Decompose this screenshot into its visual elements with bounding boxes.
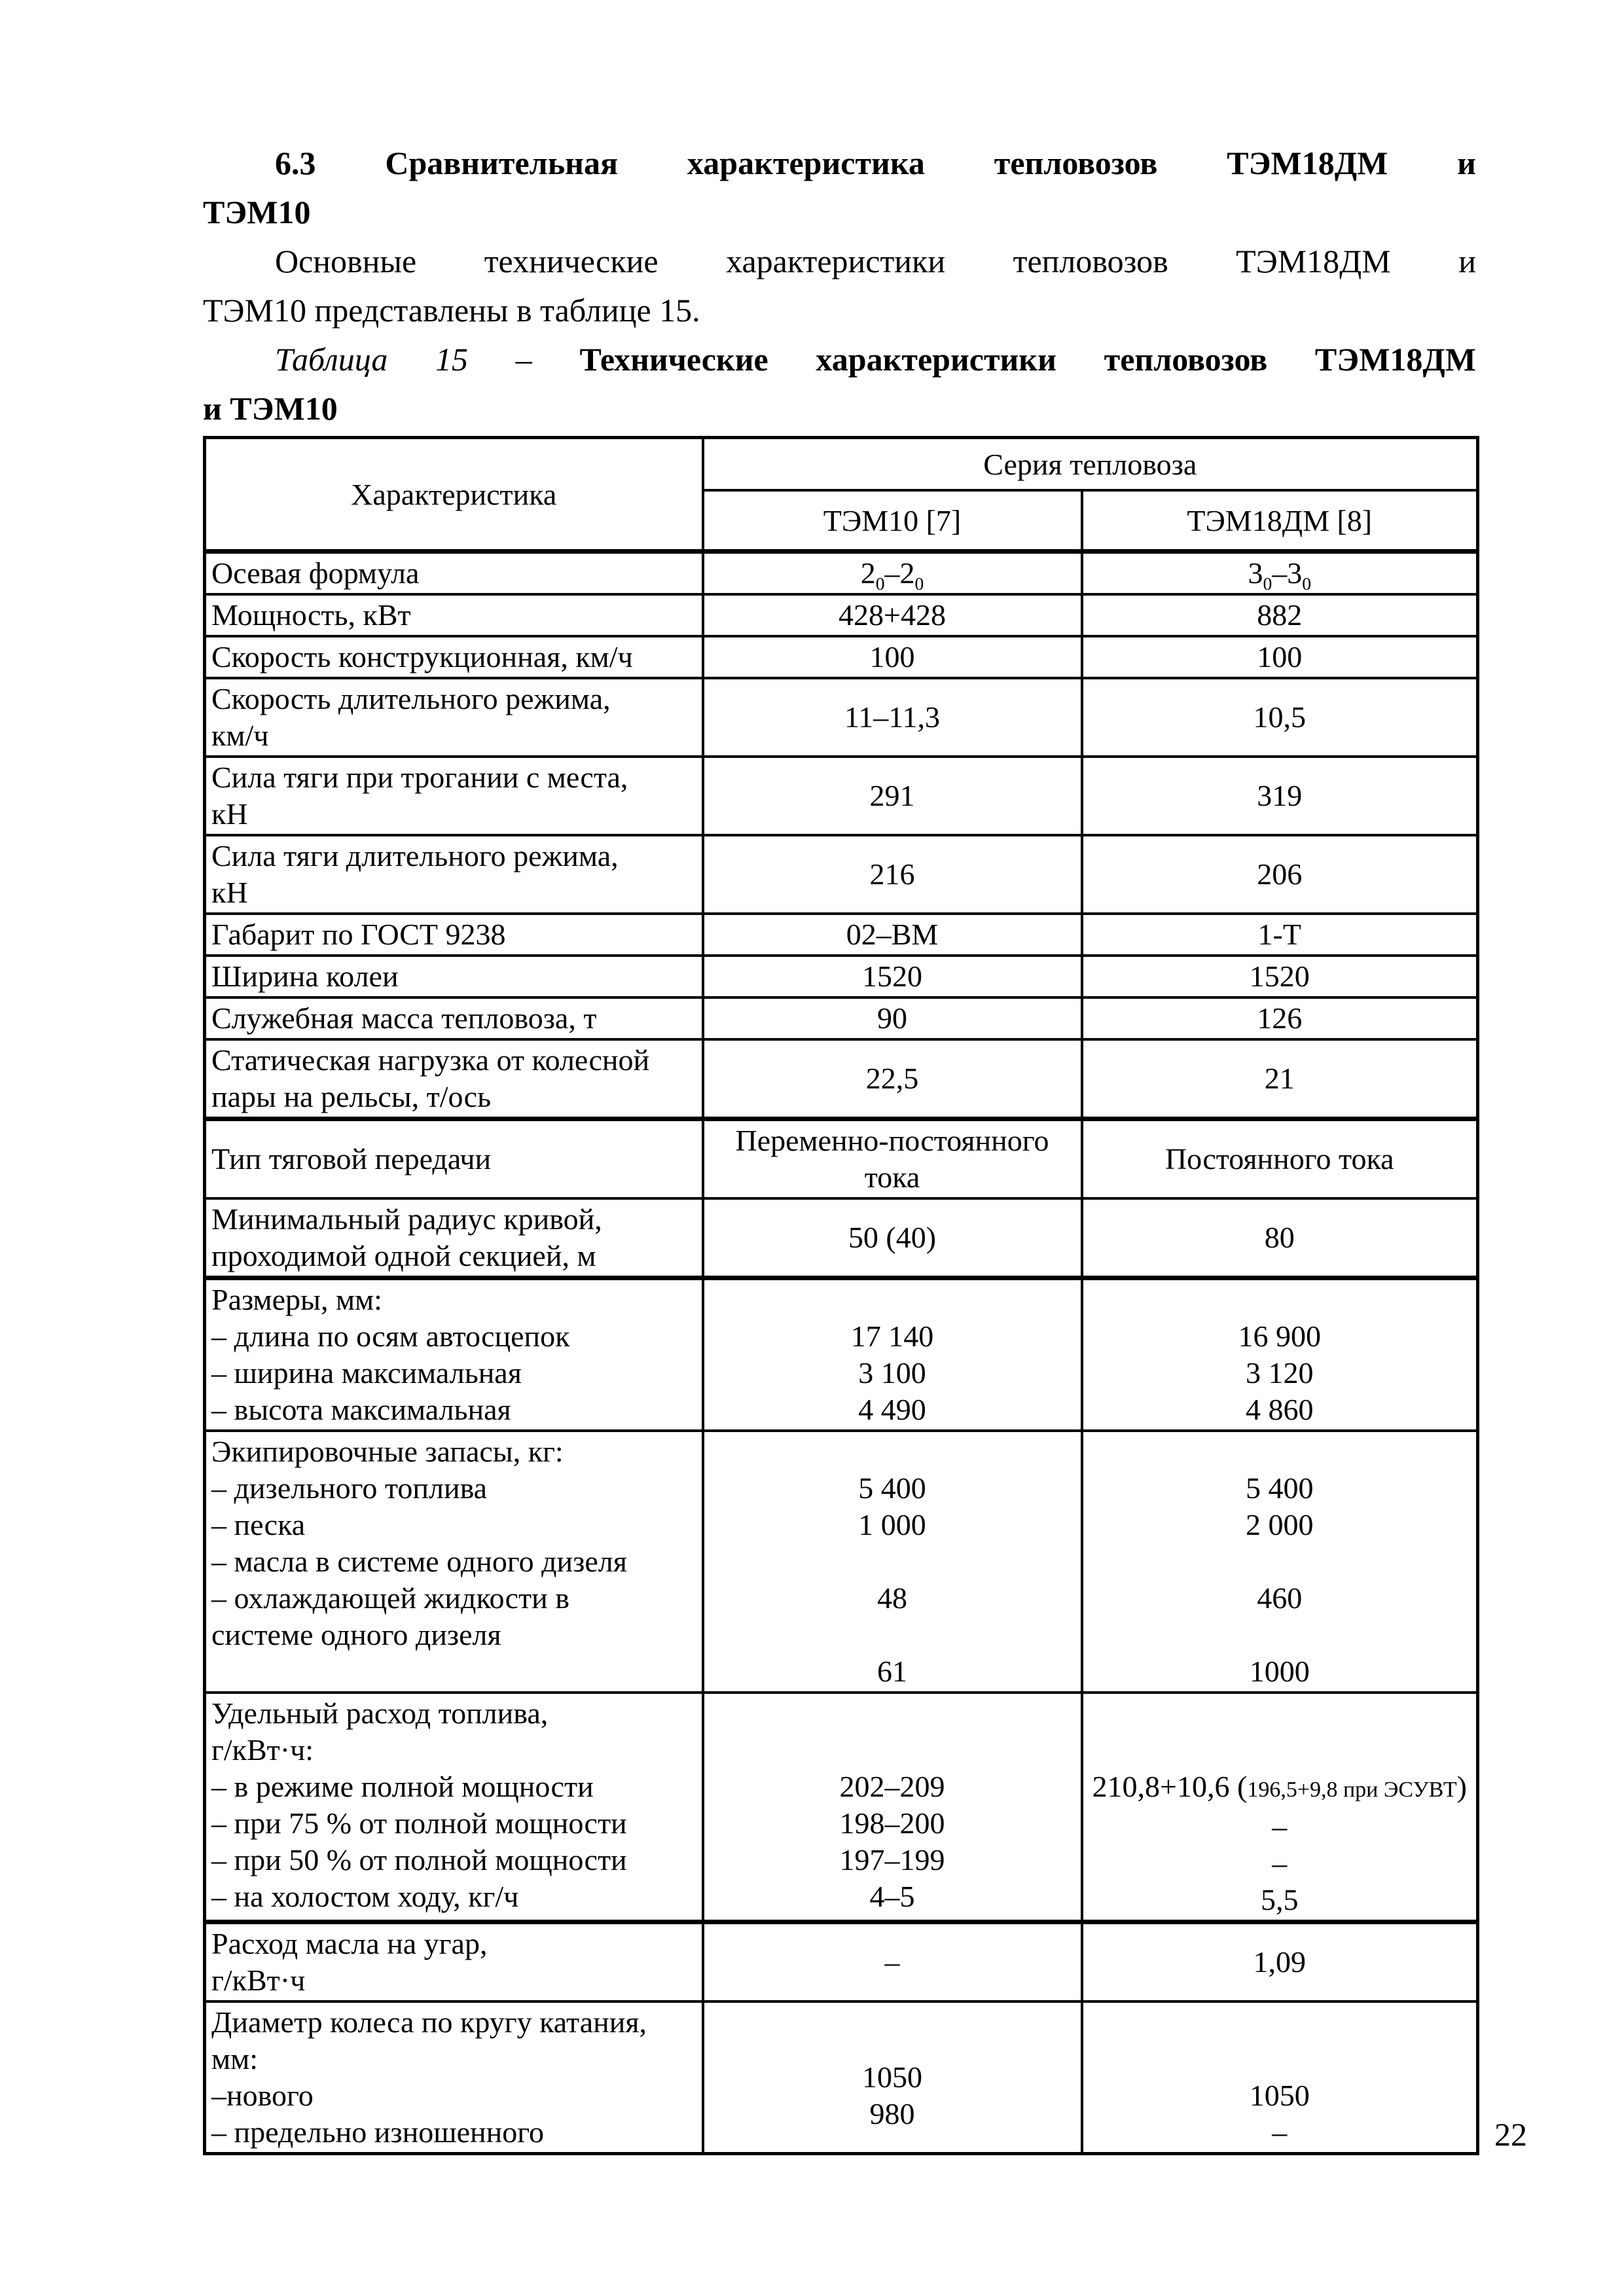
cell-lines	[1089, 639, 1471, 675]
cell-line: –нового	[211, 2079, 314, 2112]
cell-lines	[211, 759, 696, 833]
cell-line: 4–5	[869, 1880, 915, 1913]
cell-line: 198–200	[839, 1806, 945, 1840]
cell-line: 3 100	[858, 1356, 926, 1390]
row-value-tem18dm	[1082, 997, 1478, 1039]
row-value-tem10	[703, 1119, 1082, 1199]
cell-line: 1050	[862, 2060, 922, 2094]
row-label	[205, 594, 703, 636]
cell-lines	[710, 1000, 1075, 1037]
cell-line	[1089, 1433, 1471, 1470]
row-value-tem10	[703, 552, 1082, 595]
cell-line: 17 140	[850, 1319, 934, 1353]
cell-lines	[1089, 1944, 1471, 1981]
row-value-tem10	[703, 594, 1082, 636]
cell-line: системе одного дизеля	[211, 1618, 501, 1651]
table-body	[205, 552, 1478, 2154]
cell-lines	[710, 856, 1075, 893]
cell-line: 126	[1257, 1001, 1303, 1035]
cell-line: Постоянного тока	[1164, 1142, 1394, 1175]
cell-lines	[211, 1926, 696, 1999]
cell-line: Минимальный радиус кривой,	[211, 1202, 602, 1236]
cell-line: Статическая нагрузка от колесной	[211, 1043, 650, 1077]
cell-line: Размеры, мм:	[211, 1283, 382, 1316]
cell-line: 22,5	[865, 1062, 919, 1095]
cell-line: Осевая формула	[211, 556, 420, 590]
cell-line	[710, 1433, 1075, 1470]
cell-line	[710, 1543, 1075, 1580]
cell-line: км/ч	[211, 719, 269, 752]
cell-lines	[1089, 916, 1471, 953]
cell-lines	[211, 1141, 696, 1177]
row-label	[205, 1278, 703, 1431]
cell-line: г/кВт·ч	[211, 1964, 306, 1997]
cell-line: 1050	[1249, 2079, 1310, 2112]
row-value-tem18dm	[1082, 757, 1478, 835]
row-value-tem10	[703, 678, 1082, 757]
row-label	[205, 678, 703, 757]
cell-line: – предельно изношенного	[211, 2115, 544, 2149]
cell-line: – на холостом ходу, кг/ч	[211, 1880, 519, 1913]
cell-line: Переменно-постоянного	[735, 1124, 1049, 1157]
cell-lines	[211, 838, 696, 911]
cell-lines	[710, 1122, 1075, 1196]
row-value-tem10	[703, 636, 1082, 678]
table-row	[205, 956, 1478, 997]
table-row	[205, 1039, 1478, 1119]
cell-line: 50 (40)	[848, 1221, 937, 1254]
cell-line: 5,5	[1261, 1883, 1299, 1916]
row-value-tem18dm	[1082, 1922, 1478, 2002]
table-caption-title: Технические характеристики тепловозов ТЭМ18ДМ	[579, 341, 1476, 378]
row-value-tem10	[703, 1278, 1082, 1431]
row-label	[205, 1198, 703, 1278]
row-label	[205, 1039, 703, 1119]
cell-lines	[1089, 1219, 1471, 1256]
row-value-tem10	[703, 1198, 1082, 1278]
row-value-tem10	[703, 997, 1082, 1039]
cell-lines	[1089, 2004, 1471, 2151]
cell-lines	[1089, 1141, 1471, 1177]
row-value-tem18dm	[1082, 1278, 1478, 1431]
cell-line: 4 860	[1246, 1393, 1314, 1426]
cell-lines	[211, 916, 696, 953]
header-characteristic: Характеристика	[205, 438, 703, 552]
row-label	[205, 1693, 703, 1922]
cell-line	[710, 1732, 1075, 1768]
cell-line: – в режиме полной мощности	[211, 1770, 594, 1803]
row-label	[205, 2001, 703, 2154]
cell-lines	[1089, 699, 1471, 736]
cell-line	[710, 2132, 1075, 2169]
intro-paragraph-line-2: ТЭМ10 представлены в таблице 15.	[203, 292, 700, 329]
cell-lines	[710, 1282, 1075, 1428]
cell-line: Скорость длительного режима,	[211, 682, 611, 715]
table-row	[205, 1693, 1478, 1922]
cell-line: – длина по осям автосцепок	[211, 1319, 570, 1353]
cell-line: 197–199	[839, 1843, 945, 1876]
row-label	[205, 914, 703, 956]
cell-line: – при 50 % от полной мощности	[211, 1843, 627, 1876]
cell-line: 100	[1257, 640, 1303, 673]
table-caption-number: Таблица 15	[275, 341, 469, 378]
cell-lines	[211, 1433, 696, 1690]
content-area	[203, 139, 1476, 2155]
table-caption-line-1	[203, 335, 1476, 384]
cell-lines	[1089, 958, 1471, 995]
cell-lines	[211, 1282, 696, 1428]
cell-line: пары на рельсы, т/ось	[211, 1080, 492, 1113]
cell-line: 1,09	[1253, 1945, 1306, 1979]
table-row	[205, 1119, 1478, 1199]
cell-line: 216	[869, 857, 915, 891]
cell-line	[1089, 1732, 1471, 1768]
cell-line	[1089, 1617, 1471, 1653]
cell-line: 1 000	[858, 1508, 926, 1541]
table-row	[205, 914, 1478, 956]
table-caption-line-2: и ТЭМ10	[203, 390, 338, 427]
row-value-tem10	[703, 1431, 1082, 1693]
row-value-tem18dm	[1082, 552, 1478, 595]
cell-lines	[211, 597, 696, 634]
cell-line: 61	[877, 1655, 907, 1688]
cell-line: 5 400	[1246, 1471, 1314, 1505]
spec-table	[203, 436, 1479, 2155]
row-value-tem18dm	[1082, 1119, 1478, 1199]
cell-line: Расход масла на угар,	[211, 1927, 488, 1960]
cell-lines	[1089, 1000, 1471, 1037]
cell-line: – охлаждающей жидкости в	[211, 1581, 569, 1615]
row-value-tem10	[703, 1922, 1082, 2002]
cell-line: 1520	[862, 960, 922, 993]
cell-line: кН	[211, 797, 248, 831]
cell-line: 02–ВМ	[846, 918, 939, 951]
section-heading-line-2: ТЭМ10	[203, 194, 311, 230]
table-row	[205, 997, 1478, 1039]
cell-lines	[710, 778, 1075, 814]
cell-line: 100	[869, 640, 915, 673]
cell-lines	[1089, 778, 1471, 814]
cell-line: –	[884, 1945, 900, 1979]
cell-line	[1089, 1543, 1471, 1580]
cell-lines	[710, 1219, 1075, 1256]
cell-lines	[211, 1042, 696, 1115]
cell-line	[1089, 2004, 1471, 2041]
cell-lines	[710, 1944, 1075, 1981]
cell-lines	[1089, 1282, 1471, 1428]
cell-line: 10,5	[1253, 700, 1306, 734]
cell-line: Габарит по ГОСТ 9238	[211, 918, 506, 951]
row-value-tem10	[703, 757, 1082, 835]
cell-line	[1089, 1282, 1471, 1318]
cell-line: 11–11,3	[844, 700, 941, 734]
row-label	[205, 1922, 703, 2002]
table-row	[205, 594, 1478, 636]
cell-lines	[710, 639, 1075, 675]
cell-lines	[211, 958, 696, 995]
row-value-tem18dm	[1082, 1431, 1478, 1693]
row-value-tem10	[703, 2001, 1082, 2154]
cell-line: 2 000	[1246, 1508, 1314, 1541]
cell-line	[1089, 1695, 1471, 1732]
row-value-tem18dm	[1082, 2001, 1478, 2154]
cell-lines	[710, 1433, 1075, 1690]
row-value-tem18dm	[1082, 636, 1478, 678]
table-caption-dash: –	[468, 341, 580, 378]
cell-lines	[1089, 555, 1471, 592]
cell-line: проходимой одной секцией, м	[211, 1239, 596, 1272]
cell-line: – дизельного топлива	[211, 1471, 488, 1505]
row-label	[205, 1119, 703, 1199]
cell-line: 319	[1257, 779, 1303, 812]
table-row	[205, 1922, 1478, 2002]
table-row	[205, 1278, 1478, 1431]
cell-line: 460	[1257, 1581, 1303, 1615]
cell-lines	[710, 597, 1075, 634]
table-row	[205, 1431, 1478, 1693]
cell-lines	[710, 1695, 1075, 1915]
cell-lines	[710, 2022, 1075, 2169]
row-value-tem18dm	[1082, 1039, 1478, 1119]
cell-line: Скорость конструкционная, км/ч	[211, 640, 633, 673]
cell-line: –	[1272, 1846, 1288, 1880]
row-value-tem18dm	[1082, 678, 1478, 757]
row-label	[205, 636, 703, 678]
header-tem18dm: ТЭМ18ДМ [8]	[1082, 490, 1478, 552]
cell-line: $3_0-3_0$	[1248, 556, 1312, 594]
page-number: 22	[1494, 2116, 1527, 2153]
cell-line: Служебная масса тепловоза, т	[211, 1001, 597, 1035]
cell-lines	[1089, 597, 1471, 634]
cell-line: 291	[869, 779, 915, 812]
row-label	[205, 552, 703, 595]
cell-line: 3 120	[1246, 1356, 1314, 1390]
table-row	[205, 2001, 1478, 2154]
cell-lines	[211, 1201, 696, 1274]
row-value-tem18dm	[1082, 1693, 1478, 1922]
cell-line: Экипировочные запасы, кг:	[211, 1435, 564, 1468]
cell-line: кН	[211, 876, 248, 909]
cell-line: 48	[877, 1581, 907, 1615]
header-series-group: Серия тепловоза	[703, 438, 1478, 491]
header-tem10: ТЭМ10 [7]	[703, 490, 1082, 552]
cell-line: г/кВт·ч:	[211, 1733, 314, 1767]
cell-lines	[1089, 1433, 1471, 1690]
table-row	[205, 757, 1478, 835]
cell-line: 1000	[1249, 1655, 1310, 1688]
cell-line: 21	[1264, 1062, 1295, 1095]
cell-line	[710, 1617, 1075, 1653]
cell-lines	[710, 916, 1075, 953]
row-value-tem10	[703, 914, 1082, 956]
table-row	[205, 1198, 1478, 1278]
cell-line: 80	[1264, 1221, 1295, 1254]
cell-line: 16 900	[1238, 1319, 1321, 1353]
row-value-tem18dm	[1082, 1198, 1478, 1278]
section-heading-line-1: 6.3 Сравнительная характеристика тепловозов ТЭМ18ДМ и	[275, 145, 1476, 181]
cell-line: 980	[869, 2097, 915, 2130]
cell-line: – при 75 % от полной мощности	[211, 1806, 627, 1840]
table-row	[205, 835, 1478, 914]
cell-line	[211, 1653, 696, 1690]
cell-lines	[1089, 1695, 1471, 1918]
cell-line: – ширина максимальная	[211, 1356, 522, 1390]
cell-line: 202–209	[839, 1770, 945, 1803]
row-value-tem18dm	[1082, 594, 1478, 636]
cell-line: –	[1272, 1810, 1288, 1843]
cell-line: Тип тяговой передачи	[211, 1142, 492, 1175]
cell-line: 206	[1257, 857, 1303, 891]
cell-lines	[1089, 1060, 1471, 1097]
cell-line: Диаметр колеса по кругу катания,	[211, 2005, 647, 2039]
row-value-tem18dm	[1082, 835, 1478, 914]
cell-lines	[710, 1060, 1075, 1097]
table-row	[205, 552, 1478, 595]
cell-line: 4 490	[858, 1393, 926, 1426]
table-row	[205, 636, 1478, 678]
cell-line: мм:	[211, 2042, 258, 2075]
cell-lines	[710, 958, 1075, 995]
table-row	[205, 678, 1478, 757]
cell-line	[710, 2022, 1075, 2059]
row-label	[205, 956, 703, 997]
row-value-tem10	[703, 835, 1082, 914]
cell-line	[710, 1695, 1075, 1732]
cell-line: 90	[877, 1001, 907, 1035]
row-label	[205, 757, 703, 835]
cell-lines	[1089, 856, 1471, 893]
cell-line: 210,8+10,6 (196,5+9,8 при ЭСУВТ)	[1092, 1770, 1467, 1803]
row-label	[205, 997, 703, 1039]
cell-line: Ширина колеи	[211, 960, 399, 993]
row-label	[205, 1431, 703, 1693]
cell-line: 882	[1257, 598, 1303, 632]
intro-paragraph-line-1: Основные технические характеристики тепловозов ТЭМ18ДМ и	[275, 243, 1476, 279]
cell-line: Сила тяги длительного режима,	[211, 839, 619, 872]
row-value-tem10	[703, 956, 1082, 997]
cell-lines	[211, 1000, 696, 1037]
cell-line: 428+428	[839, 598, 946, 632]
table-header-row-1	[205, 438, 1478, 491]
cell-line: 1520	[1249, 960, 1310, 993]
cell-lines	[211, 639, 696, 675]
cell-line: – высота максимальная	[211, 1393, 511, 1426]
cell-line	[710, 1282, 1075, 1318]
cell-line: 1-Т	[1257, 918, 1301, 951]
cell-line: Сила тяги при трогании с места,	[211, 761, 628, 794]
cell-line: тока	[864, 1160, 920, 1194]
cell-line: Удельный расход топлива,	[211, 1696, 549, 1730]
cell-line: Мощность, кВт	[211, 598, 411, 632]
cell-line	[1089, 2041, 1471, 2077]
row-value-tem10	[703, 1039, 1082, 1119]
row-value-tem10	[703, 1693, 1082, 1922]
row-value-tem18dm	[1082, 956, 1478, 997]
cell-line: – песка	[211, 1508, 306, 1541]
cell-lines	[211, 555, 696, 592]
cell-line: – масла в системе одного дизеля	[211, 1545, 627, 1578]
cell-line: –	[1272, 2115, 1288, 2149]
cell-lines	[710, 699, 1075, 736]
row-label	[205, 835, 703, 914]
cell-lines	[211, 681, 696, 754]
cell-lines	[710, 555, 1075, 592]
cell-lines	[211, 2004, 696, 2151]
cell-line: $2_0-2_0$	[860, 556, 924, 594]
row-value-tem18dm	[1082, 914, 1478, 956]
cell-line: 5 400	[858, 1471, 926, 1505]
cell-lines	[211, 1695, 696, 1915]
